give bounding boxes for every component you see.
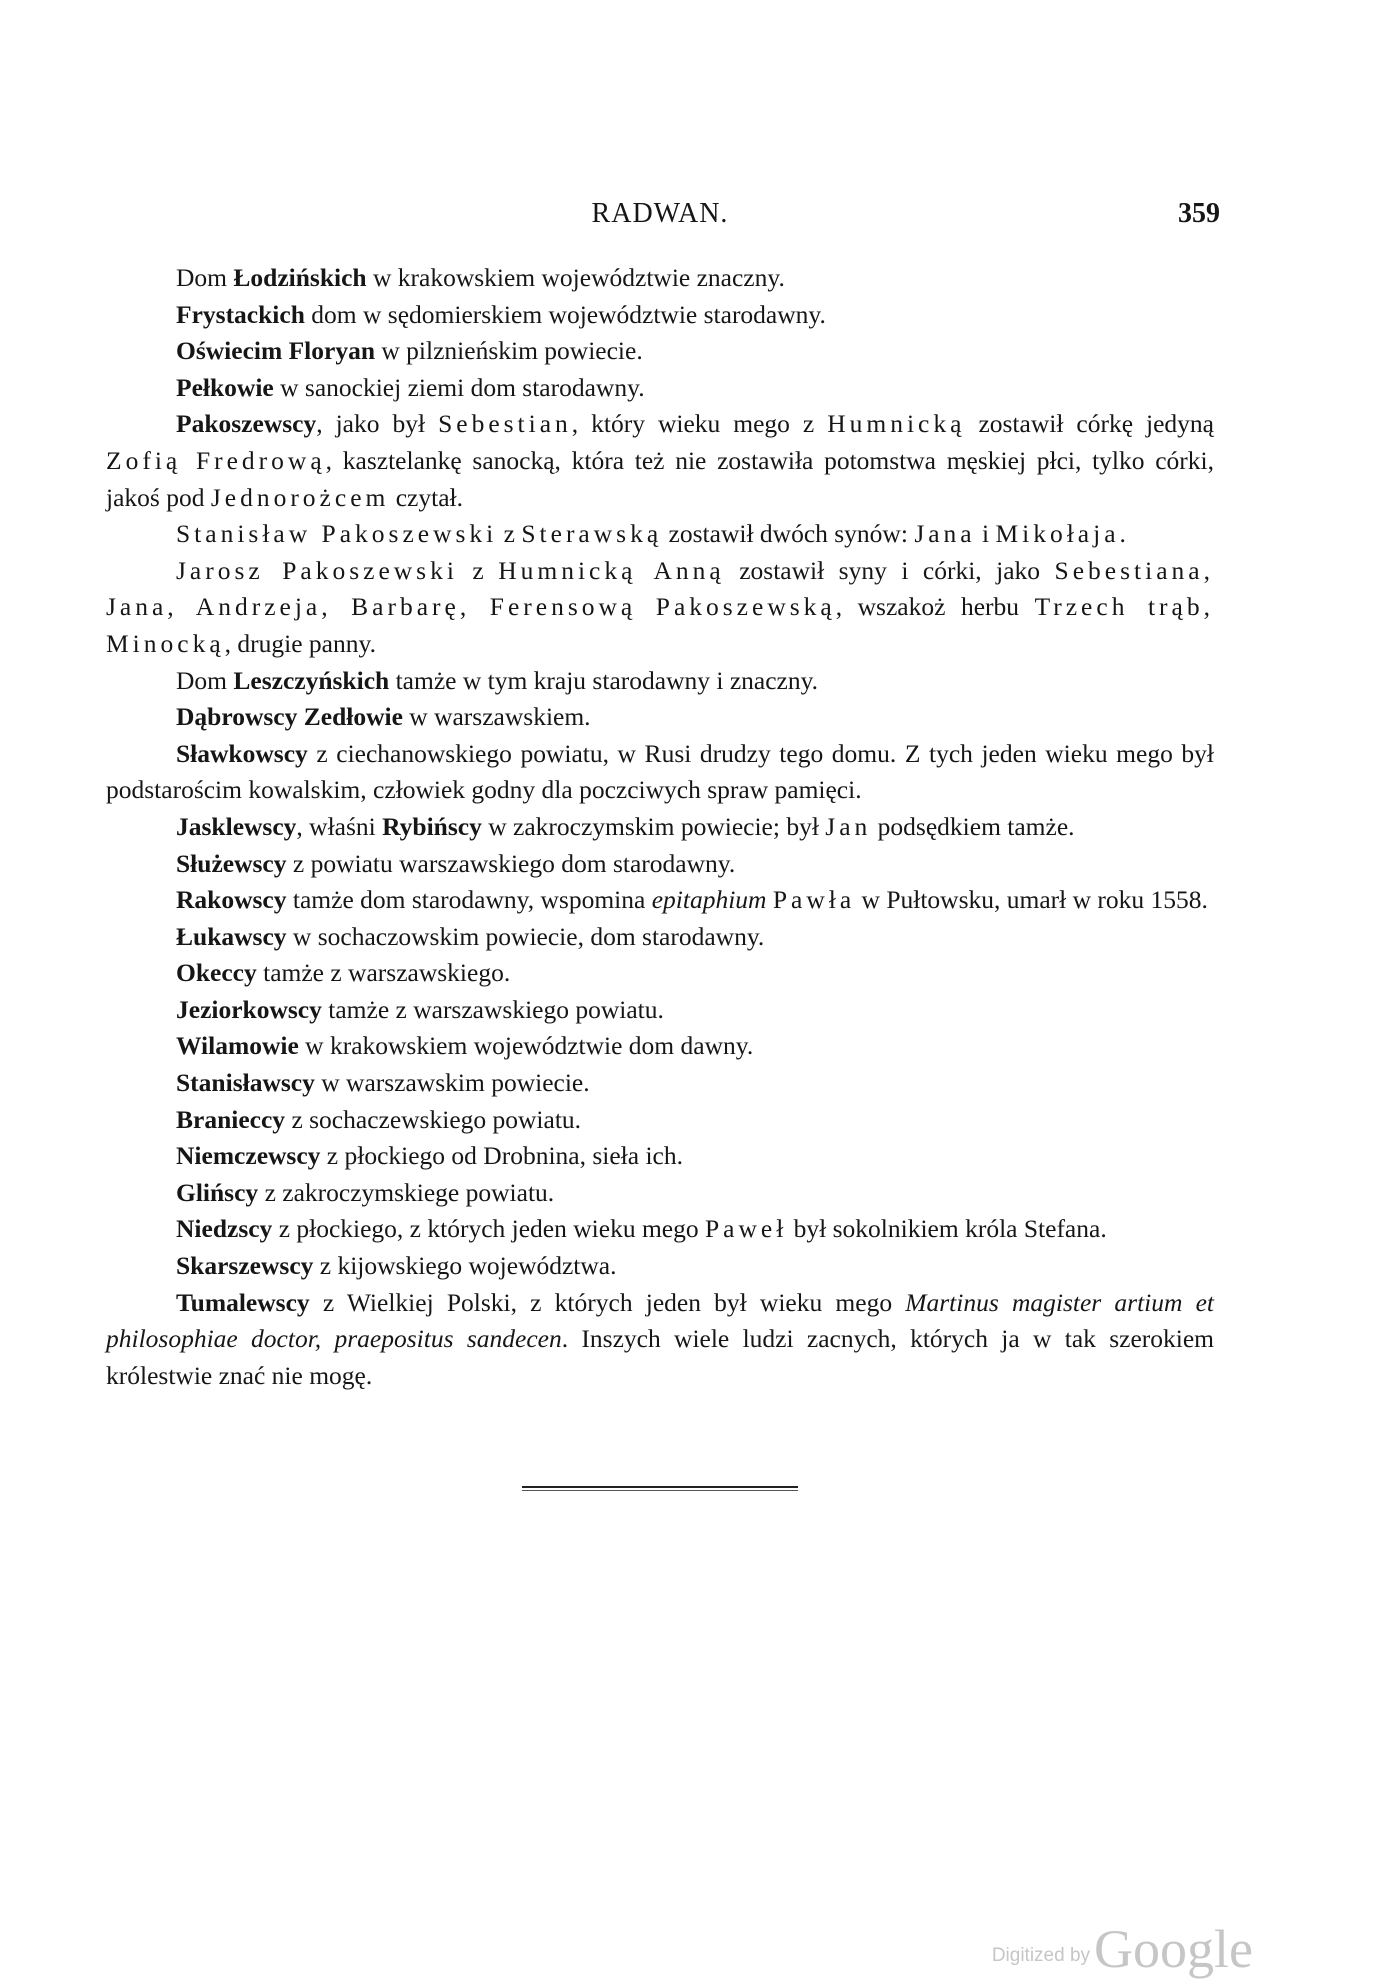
paragraph: Wilamowie w krakowskiem województwie dom dawny. xyxy=(176,1031,754,1061)
paragraph: Okeccy tamże z warszawskiego. xyxy=(176,958,511,988)
end-rule xyxy=(522,1486,798,1491)
google-logo: Google xyxy=(1094,1919,1253,1979)
paragraph: Stanisławscy w warszawskim powiecie. xyxy=(176,1068,590,1098)
paragraph: Łukawscy w sochaczowskim powiecie, dom starodawny. xyxy=(176,921,765,951)
watermark-caption: Digitized by xyxy=(991,1945,1091,1966)
paragraph: Pakoszewscy, jako był Sebestian, który wieku mego z Humnicką zostawił córkę jedyną Zofią Fredrową, kasztelankę sanocką, która też nie zostawiła potomstwa męskiej płci, tylko córki, jakoś pod Jednorożcem czytał. xyxy=(106,409,1214,512)
paragraph: Skarszewscy z kijowskiego województwa. xyxy=(176,1251,617,1281)
paragraph: Tumalewscy z Wielkiej Polski, z których jeden był wieku mego Martinus magister artium et philosophiae doctor, praepositus sandecen. Inszych wiele ludzi zacnych, których ja w tak szerokiem królestwie znać nie mogę. xyxy=(106,1287,1215,1390)
paragraph: Branieccy z sochaczewskiego powiatu. xyxy=(176,1104,582,1134)
page-number: 359 xyxy=(1178,198,1220,229)
body-text xyxy=(106,260,1214,1394)
paragraph: Dąbrowscy Zedłowie w warszawskiem. xyxy=(176,702,591,732)
paragraph: Niemczewscy z płockiego od Drobnina, sieła ich. xyxy=(176,1141,683,1171)
paragraph: Niedzscy z płockiego, z których jeden wieku mego Paweł był sokolnikiem króla Stefana. xyxy=(176,1214,1107,1244)
paragraph: Oświecim Floryan w pilznieńskim powiecie. xyxy=(176,336,643,366)
page-header xyxy=(100,198,1220,238)
paragraph: Jeziorkowscy tamże z warszawskiego powiatu. xyxy=(176,994,664,1024)
paragraph: Jasklewscy, właśni Rybińscy w zakroczymskim powiecie; był Jan podsędkiem tamże. xyxy=(176,811,1075,841)
digitized-by-watermark xyxy=(992,1918,1253,1980)
paragraph: Dom Leszczyńskich tamże w tym kraju starodawny i znaczny. xyxy=(176,665,819,695)
paragraph: Frystackich dom w sędomierskiem województwie starodawny. xyxy=(176,299,826,329)
paragraph: Rakowscy tamże dom starodawny, wspomina epitaphium Pawła w Pułtowsku, umarł w roku 1558. xyxy=(176,885,1208,915)
paragraph: Glińscy z zakroczymskiege powiatu. xyxy=(176,1177,555,1207)
paragraph: Sławkowscy z ciechanowskiego powiatu, w Rusi drudzy tego domu. Z tych jeden wieku mego był podstarościm kowalskim, człowiek godny dla poczciwych spraw pamięci. xyxy=(106,738,1214,805)
paragraph: Pełkowie w sanockiej ziemi dom starodawny. xyxy=(176,372,645,402)
running-title: RADWAN. xyxy=(591,198,729,229)
paragraph: Stanisław Pakoszewski z Sterawską zostawił dwóch synów: Jana i Mikołaja. xyxy=(176,519,1126,549)
paragraph: Jarosz Pakoszewski z Humnicką Anną zostawił syny i córki, jako Sebestiana, Jana, Andrzeja, Barbarę, Ferensową Pakoszewską, wszakoż herbu Trzech trąb, Minocką, drugie panny. xyxy=(106,555,1214,658)
paragraph: Dom Łodzińskich w krakowskiem województwie znaczny. xyxy=(176,263,785,292)
paragraph: Służewscy z powiatu warszawskiego dom starodawny. xyxy=(176,848,736,878)
